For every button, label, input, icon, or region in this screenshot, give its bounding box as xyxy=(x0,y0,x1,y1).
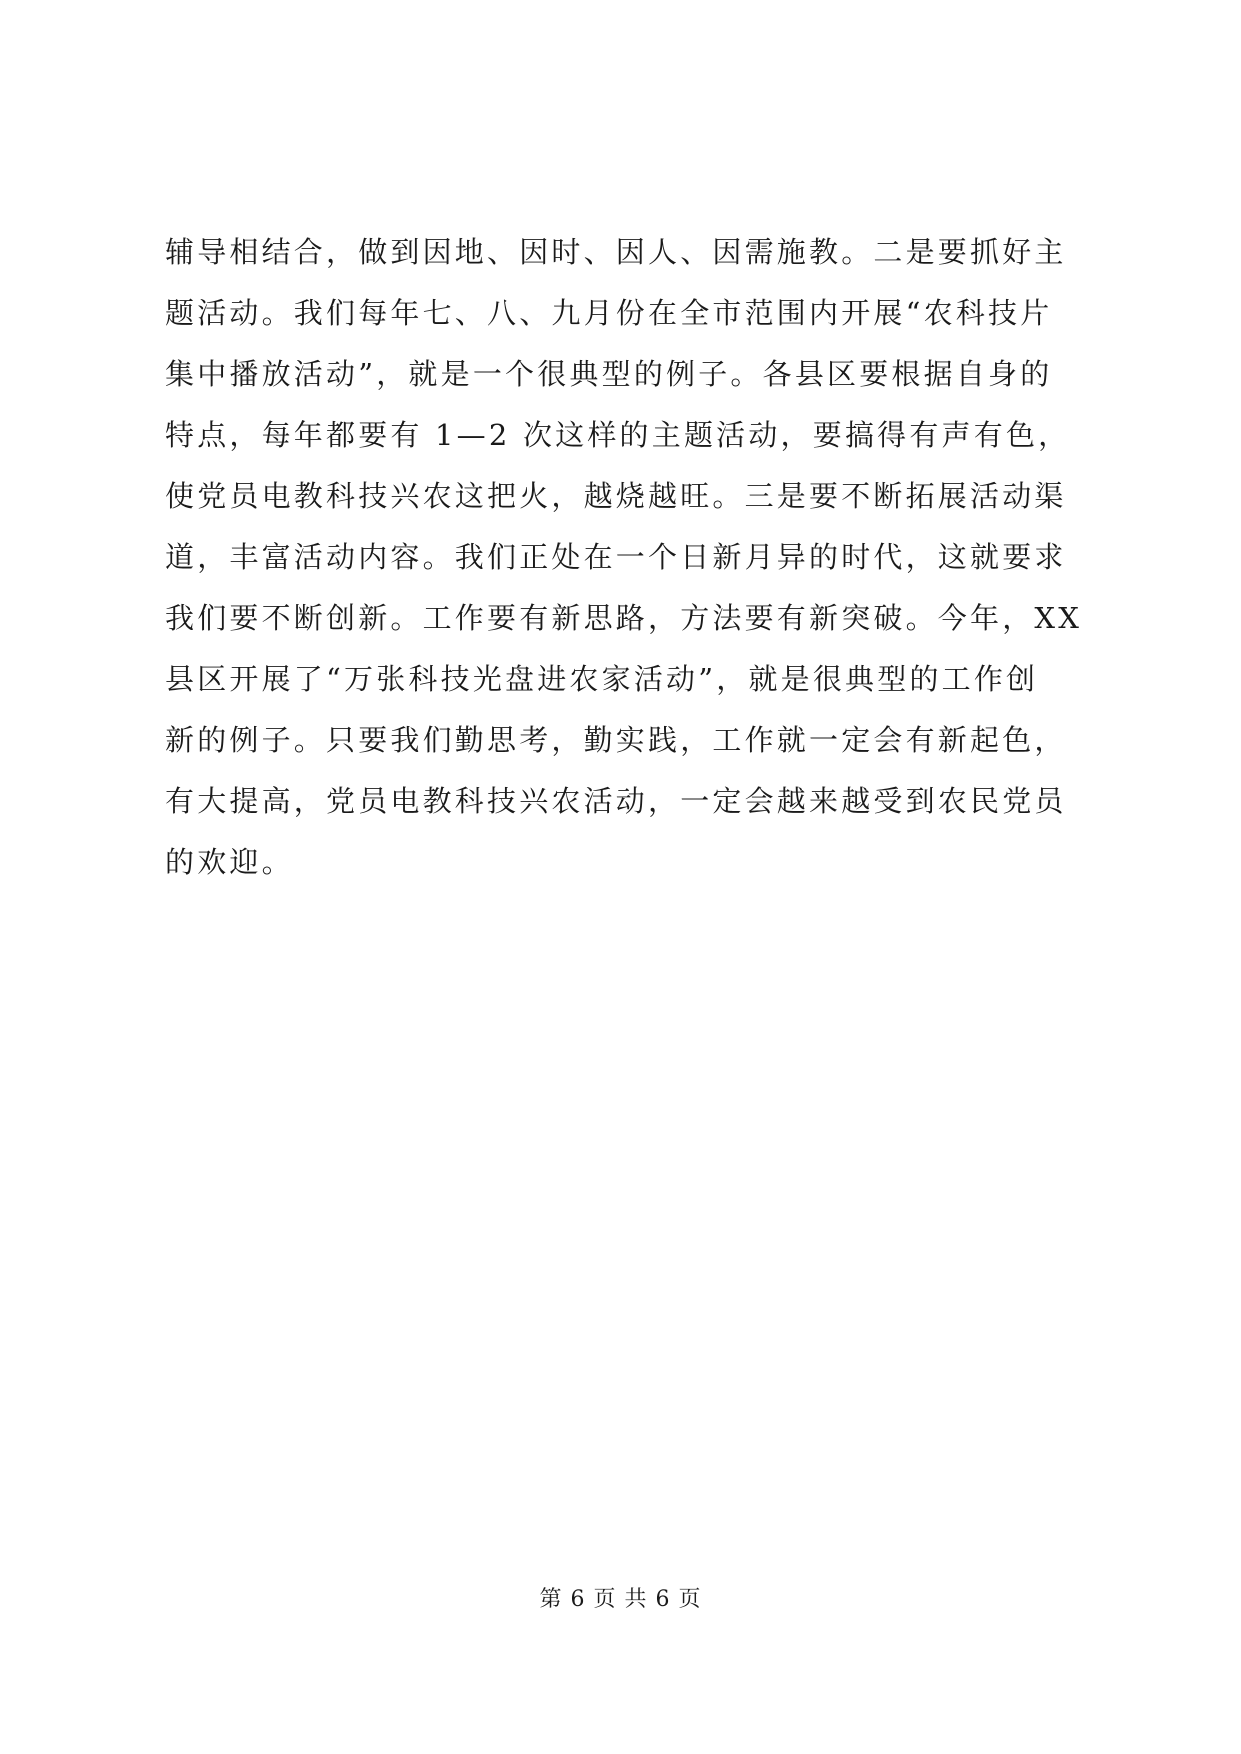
text-line: 我们要不断创新。工作要有新思路，方法要有新突破。今年，XX xyxy=(165,601,1083,635)
text-line: 辅导相结合，做到因地、因时、因人、因需施教。二是要抓好主 xyxy=(165,235,1067,269)
text-line: 的欢迎。 xyxy=(165,845,294,879)
text-line: 特点，每年都要有 1—2 次这样的主题活动，要搞得有声有色， xyxy=(165,418,1071,452)
text-line: 题活动。我们每年七、八、九月份在全市范围内开展“农科技片 xyxy=(165,296,1053,330)
text-line: 使党员电教科技兴农这把火，越烧越旺。三是要不断拓展活动渠 xyxy=(165,479,1067,513)
text-line: 道，丰富活动内容。我们正处在一个日新月异的时代，这就要求 xyxy=(165,540,1067,574)
body-paragraph xyxy=(165,232,1085,903)
text-line: 县区开展了“万张科技光盘进农家活动”，就是很典型的工作创 xyxy=(165,662,1039,696)
text-line: 集中播放活动”，就是一个很典型的例子。各县区要根据自身的 xyxy=(165,357,1053,391)
text-line: 有大提高，党员电教科技兴农活动，一定会越来越受到农民党员 xyxy=(165,784,1067,818)
text-line: 新的例子。只要我们勤思考，勤实践，工作就一定会有新起色， xyxy=(165,723,1067,757)
page-number-label: 第 6 页 共 6 页 xyxy=(539,1587,702,1612)
page-footer xyxy=(0,1582,1241,1613)
